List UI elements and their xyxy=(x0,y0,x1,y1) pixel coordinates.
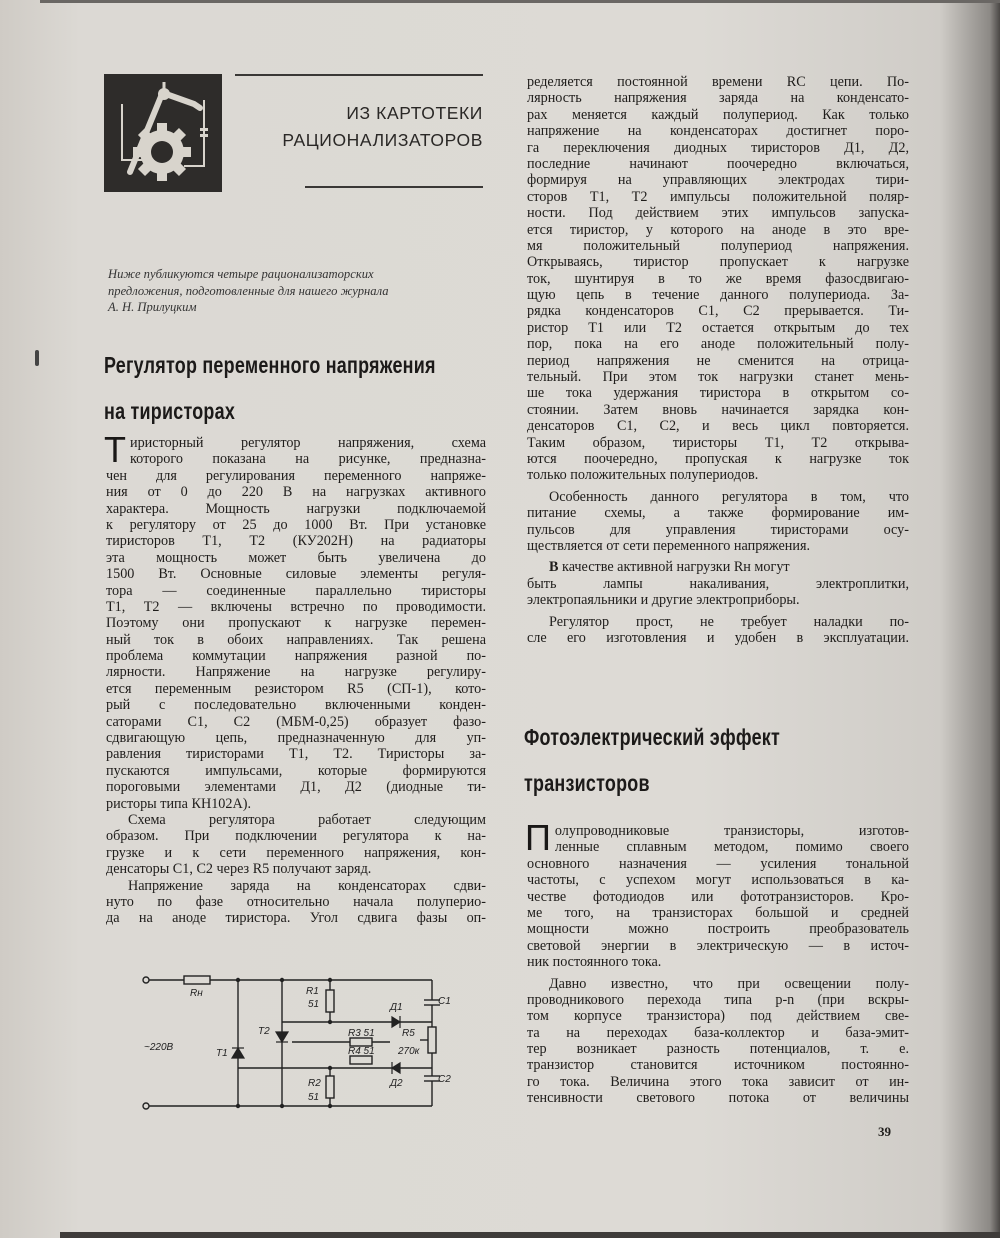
text-line: формируя на управляющих электродах тири- xyxy=(527,172,909,189)
text-line: сторов Т1, Т2 импульсы положительной поляр- xyxy=(527,188,909,205)
article1-title xyxy=(104,342,436,434)
text-line: мя положительный полупериод напряжения. xyxy=(527,237,909,254)
text-line: проводникового перехода типа p-n (при вскры- xyxy=(527,991,909,1008)
text-line: ме того, на транзисторах большой и средней xyxy=(527,904,909,921)
circuit-label: R2 xyxy=(308,1078,321,1089)
circuit-label: R4 51 xyxy=(348,1046,375,1057)
text-line: щую цепь в течение данного полупериода. За- xyxy=(527,287,909,304)
text-line: саторами С1, С2 (МБМ-0,25) образует фазо- xyxy=(106,713,486,730)
text-run: качестве активной нагрузки Rн могут xyxy=(558,559,790,576)
section-title-line: ИЗ КАРТОТЕКИ xyxy=(346,103,483,123)
text-line: ществляется от сети переменного напряжения. xyxy=(527,537,811,554)
circuit-label: 51 xyxy=(308,999,320,1010)
text-line: эта мощность может быть увеличена до xyxy=(106,549,486,566)
article2-dropcap: П xyxy=(525,817,551,858)
text-line: Особенность данного регулятора в том, что xyxy=(549,488,909,505)
header-rule-top xyxy=(235,74,483,76)
intro-line: А. Н. Прилуцким xyxy=(108,300,197,314)
text-line: рядка конденсаторов С1, С2 прерывается. Ти- xyxy=(527,303,909,320)
text-line: ленные сплавным методом, помимо своего xyxy=(554,839,909,856)
text-line: частоты, с успехом могут использоваться в ка- xyxy=(527,872,909,889)
circuit-label: 51 xyxy=(308,1092,320,1103)
text-line: олупроводниковые транзисторы, изготов- xyxy=(554,823,909,839)
article2-title-line: транзисторов xyxy=(524,770,650,796)
circuit-label: R1 xyxy=(306,986,319,997)
section-title xyxy=(235,100,483,154)
text-line: транзистор становится источником постоянно- xyxy=(527,1057,909,1074)
compass-gear-icon xyxy=(104,74,222,192)
text-line: ный ток в обоих направлениях. Так решена xyxy=(106,631,486,648)
text-line: ется переменным резистором R5 (СП-1), кото- xyxy=(106,680,486,697)
article2-title xyxy=(524,714,780,806)
article2-title-line: Фотоэлектрический эффект xyxy=(524,724,781,750)
circuit-diagram xyxy=(132,972,472,1120)
text-line: иристорный регулятор напряжения, схема xyxy=(130,435,486,451)
text-line: тер возникает разность потенциалов, т. е. xyxy=(527,1041,909,1058)
text-line: ше тока удержания тиристора в открытом со- xyxy=(527,385,909,402)
intro-line: Ниже публикуются четыре рационализаторских xyxy=(108,267,374,281)
text-line: Давно известно, что при освещении полу- xyxy=(549,975,909,992)
text-line: чен для регулирования переменного напряже- xyxy=(106,467,486,484)
circuit-label: Т2 xyxy=(258,1026,270,1037)
text-line: га переключения диодных тиристоров Д1, Д2, xyxy=(527,139,909,156)
text-line: пороговыми элементами Д1, Д2 (диодные ти- xyxy=(106,779,486,796)
text-line: сдвигающую цепь, предназначенную для уп- xyxy=(106,730,486,747)
text-line: мощности можно построить преобразователь xyxy=(527,921,909,938)
bold-lead: В xyxy=(549,559,559,576)
circuit-label: R5 xyxy=(402,1028,415,1039)
circuit-label: ~220В xyxy=(144,1042,174,1053)
text-line: го тока. Величина этого тока зависит от ин- xyxy=(527,1073,909,1090)
text-line: световой энергии в электрическую — в источ- xyxy=(527,937,909,954)
text-line: та на переходах база-коллектор и база-эмит- xyxy=(527,1024,909,1041)
article1-title-line: на тиристорах xyxy=(104,398,236,424)
text-line: ток, шунтируя в то же время фазосдвигаю- xyxy=(527,270,909,287)
text-line: ристоры типа КН102А). xyxy=(106,795,251,812)
intro-note xyxy=(108,266,468,316)
text-line: ются поочередно, пропуская к нагрузке ток xyxy=(527,450,909,467)
circuit-label: С2 xyxy=(438,1074,451,1085)
text-line: пор, пока на его аноде положительный полу- xyxy=(527,336,909,353)
text-line: Таким образом, тиристоры Т1, Т2 открыва- xyxy=(527,434,909,451)
text-line: последние начинают поочередно включаться, xyxy=(527,155,909,172)
page-number: 39 xyxy=(878,1124,891,1139)
text-line: да на аноде тиристора. Угол сдвига фазы оп- xyxy=(106,910,486,927)
text-line: денсаторы С1, С2 через R5 получают заряд. xyxy=(106,861,372,878)
text-line: лярность напряжения заряда на конденсато- xyxy=(527,90,909,107)
text-line: Открываясь, тиристор пропускает к нагрузке xyxy=(527,254,909,271)
text-line: ник постоянного тока. xyxy=(527,954,662,971)
text-line: том корпусе транзистора) под действием све- xyxy=(527,1008,909,1025)
text-line: основного назначения — усиления тональной xyxy=(527,855,909,872)
bottom-edge xyxy=(60,1232,1000,1238)
article1-dropcap: Т xyxy=(104,429,126,470)
text-line: период напряжения не сменится на отрица- xyxy=(527,352,909,369)
article1-column2 xyxy=(527,74,909,646)
text-line: характера. Мощность нагрузки подключаемой xyxy=(106,500,486,517)
text-line: напряжение на конденсаторах достигнет поро- xyxy=(527,123,909,140)
text-line: образом. При подключении регулятора к на- xyxy=(106,828,486,845)
binding-mark xyxy=(35,350,39,366)
circuit-label: Т1 xyxy=(216,1048,228,1059)
text-line: тельный. При этом ток нагрузки станет мень- xyxy=(527,369,909,386)
text-line: пульсов для управления тиристорами осу- xyxy=(527,521,909,538)
text-line: только положительных полупериодов. xyxy=(527,467,759,484)
text-line: лярности. Напряжение на нагрузке регулиру- xyxy=(106,664,486,681)
text-line: Схема регулятора работает следующим xyxy=(128,812,486,828)
text-line: стоянии. Затем вновь начинается зарядка кон- xyxy=(527,401,909,418)
text-line: пускаются импульсами, которые формируются xyxy=(106,762,486,779)
article1-column1 xyxy=(104,429,486,927)
text-line: Регулятор прост, не требует наладки по- xyxy=(549,613,909,630)
text-line: денсаторов С1, С2, и весь цикл повторяется. xyxy=(527,418,909,435)
text-line: ется тиристор, у которого на аноде в это вре- xyxy=(527,221,909,238)
text-line: ристор Т1 или Т2 остается открытым до тех xyxy=(527,319,909,336)
text-line: сле его изготовления и удобен в эксплуатации. xyxy=(527,629,909,646)
text-line: рый с последовательно включенными конден- xyxy=(106,697,486,714)
text-line: проблема коммутации напряжения разной по- xyxy=(106,648,486,665)
intro-line: предложения, подготовленные для нашего журнала xyxy=(108,283,389,298)
article1-title-line: Регулятор переменного напряжения xyxy=(104,352,436,378)
text-line: рах меняется каждый полупериод. Как только xyxy=(527,106,909,123)
circuit-label: Д1 xyxy=(390,1002,403,1013)
text-line: ности. Под действием этих импульсов запуска- xyxy=(527,205,909,222)
header-rule-bottom xyxy=(305,186,483,188)
circuit-label: 270к xyxy=(398,1046,420,1057)
text-line: честве фотодиодов или фототранзисторов. Кро- xyxy=(527,888,909,905)
top-edge xyxy=(40,0,1000,3)
text-line: электропаяльники и другие электроприборы. xyxy=(527,592,800,609)
text-line: Поэтому они пропускают к нагрузке перемен- xyxy=(106,615,486,632)
text-line: нуто по фазе относительно начала полуперио- xyxy=(106,893,486,910)
text-line: 1500 Вт. Основные силовые элементы регуля- xyxy=(106,566,486,583)
text-line: тора — соединенные параллельно тиристоры xyxy=(106,582,486,599)
text-line: которого показана на рисунке, предназна- xyxy=(130,451,486,468)
circuit-label: Д2 xyxy=(390,1078,403,1089)
text-line: Напряжение заряда на конденсаторах сдви- xyxy=(128,877,486,894)
text-line: тенсивности светового потока от величины xyxy=(527,1090,909,1107)
text-line xyxy=(527,559,909,575)
article2-column xyxy=(525,817,909,1107)
circuit-label: Rн xyxy=(190,988,203,999)
circuit-label: R3 51 xyxy=(348,1028,375,1039)
text-line: ния от 0 до 220 В на нагрузках активного xyxy=(106,484,486,501)
text-line: грузке и к сети переменного напряжения, кон- xyxy=(106,844,486,861)
text-line: к регулятору от 25 до 1000 Вт. При установке xyxy=(106,516,486,533)
text-line: быть лампы накаливания, электроплитки, xyxy=(527,575,909,592)
section-title-line: РАЦИОНАЛИЗАТОРОВ xyxy=(282,130,483,150)
text-line: ределяется постоянной времени RC цепи. По- xyxy=(527,74,909,90)
text-line: Т1, Т2 — включены встречно по проводимости. xyxy=(106,598,486,615)
text-line: тиристоров Т1, Т2 (КУ202Н) на радиаторы xyxy=(106,533,486,550)
text-line: равления тиристорами Т1, Т2. Тиристоры за- xyxy=(106,746,486,763)
circuit-label: С1 xyxy=(438,996,451,1007)
text-line: питание схемы, а также формирование им- xyxy=(527,505,909,522)
